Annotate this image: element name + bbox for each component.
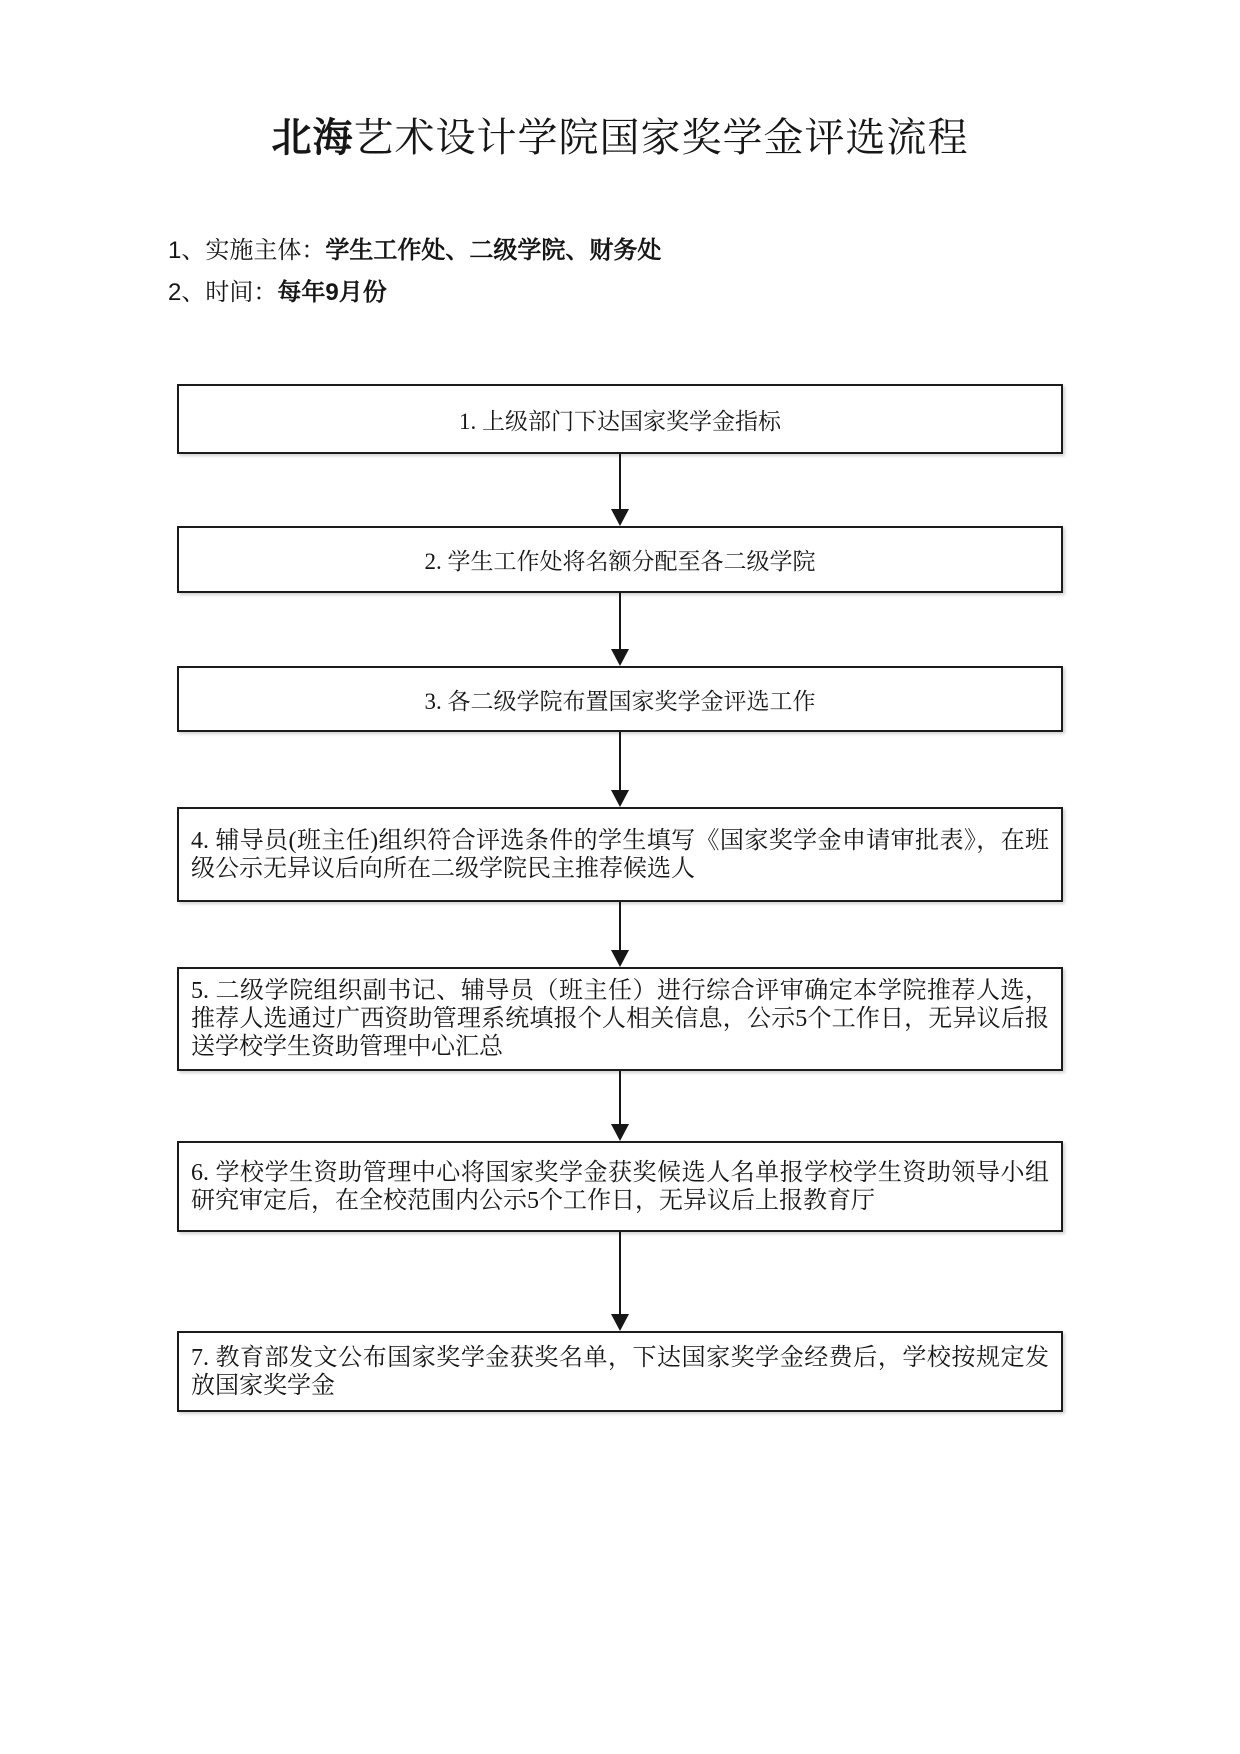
arrow-down-icon [611, 509, 629, 526]
meta-item-implementers [168, 236, 1240, 265]
arrow-down-icon [611, 649, 629, 666]
meta-item-implementers-label: 1、实施主体： [168, 237, 326, 264]
flow-arrow-4 [609, 902, 631, 967]
flow-arrow-1 [609, 454, 631, 526]
arrow-down-icon [611, 1124, 629, 1141]
flowchart [177, 384, 1063, 1412]
arrow-down-icon [611, 950, 629, 967]
flow-step-3-text: 3. 各二级学院布置国家奖学金评选工作 [424, 688, 816, 714]
arrow-down-icon [611, 790, 629, 807]
flow-arrow-5 [609, 1071, 631, 1141]
flow-step-5-text: 5. 二级学院组织副书记、辅导员（班主任）进行综合评审确定本学院推荐人选，推荐人选通过广西资助管理系统填报个人相关信息，公示5个工作日，无异议后报送学校学生资助管理中心汇总 [191, 978, 1049, 1060]
arrow-down-icon [611, 1314, 629, 1331]
flow-step-4-text: 4. 辅导员(班主任)组织符合评选条件的学生填写《国家奖学金申请审批表》，在班级公示无异议后向所在二级学院民主推荐候选人 [191, 827, 1049, 882]
flow-step-3 [177, 666, 1063, 732]
page-title-prefix: 北海 [271, 116, 354, 160]
flow-step-4 [177, 807, 1063, 902]
meta-list [168, 236, 1240, 307]
flow-step-6-text: 6. 学校学生资助管理中心将国家奖学金获奖候选人名单报学校学生资助领导小组研究审定后，在全校范围内公示5个工作日，无异议后上报教育厅 [191, 1159, 1049, 1214]
flow-step-7-text: 7. 教育部发文公布国家奖学金获奖名单，下达国家奖学金经费后，学校按规定发放国家奖学金 [191, 1344, 1049, 1399]
meta-item-time-label: 2、时间： [168, 279, 278, 306]
meta-item-implementers-value: 学生工作处、二级学院、财务处 [325, 237, 662, 264]
flow-step-1 [177, 384, 1063, 454]
flow-step-7 [177, 1331, 1063, 1412]
flow-arrow-2 [609, 593, 631, 666]
page-title-rest: 艺术设计学院国家奖学金评选流程 [353, 116, 969, 160]
flow-arrow-6 [609, 1232, 631, 1331]
flow-step-6 [177, 1141, 1063, 1232]
flow-step-5 [177, 967, 1063, 1071]
page-title [0, 116, 1240, 160]
flow-step-1-text: 1. 上级部门下达国家奖学金指标 [459, 408, 781, 434]
meta-item-time-value: 每年9月份 [277, 279, 387, 306]
meta-item-time [168, 278, 1240, 307]
flow-step-2-text: 2. 学生工作处将名额分配至各二级学院 [424, 549, 816, 574]
flow-step-2 [177, 526, 1063, 593]
flow-arrow-3 [609, 732, 631, 807]
